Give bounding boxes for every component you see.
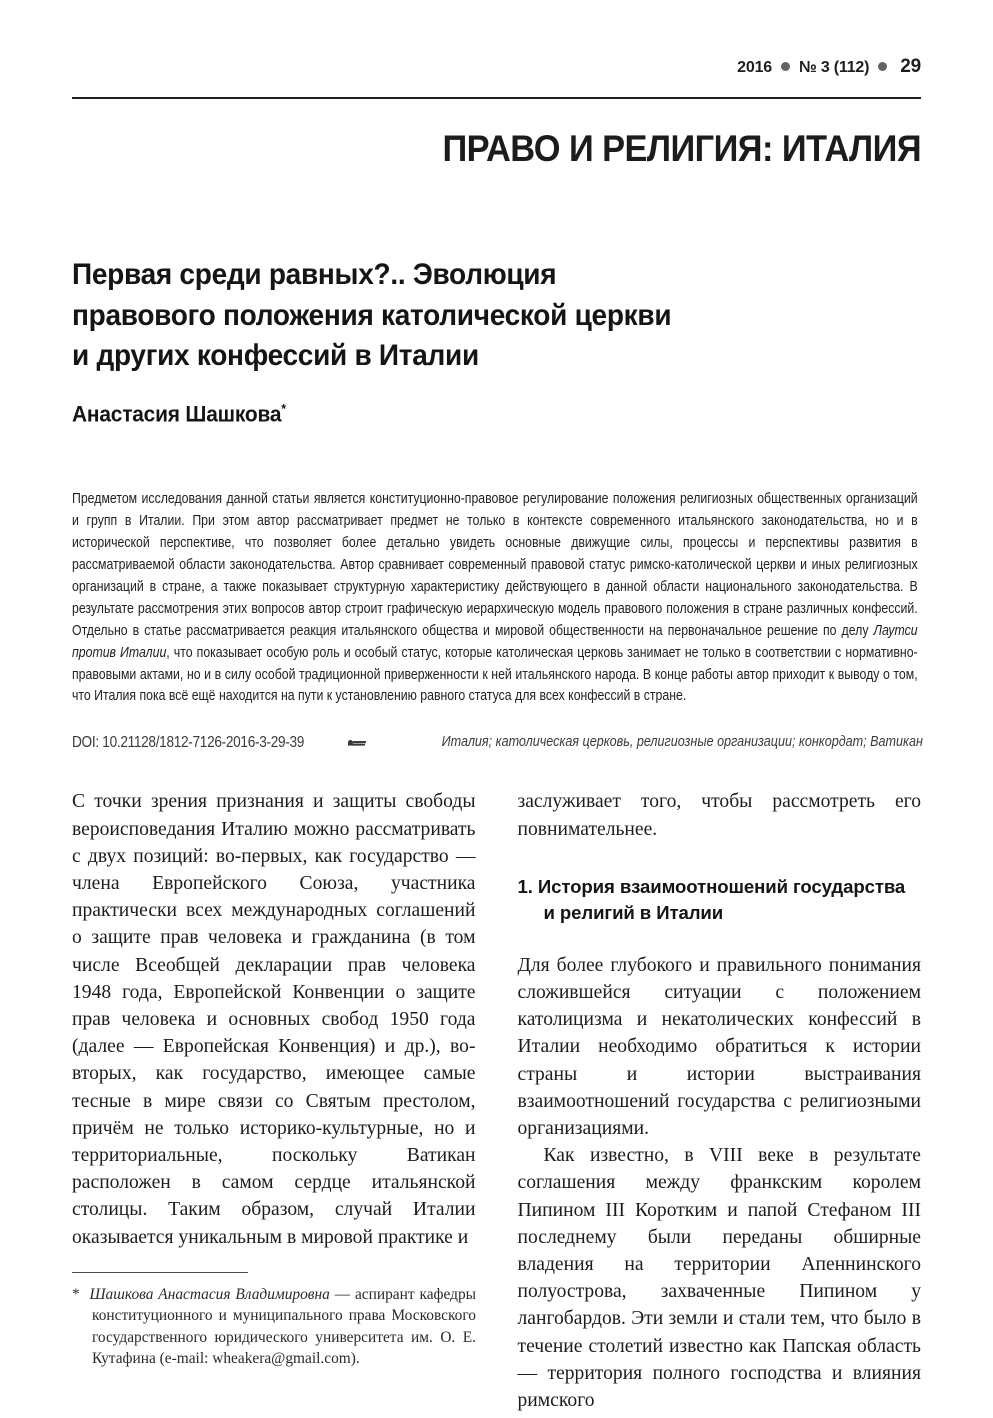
section-title: История взаимоотношений государства и религий в Италии: [537, 875, 906, 923]
footnote-mark: *: [72, 1285, 80, 1303]
paragraph: Как известно, в VIII веке в результате соглашения между франкским королем Пипином III Коротким и папой Стефаном III последнему были переданы обширные владения на территории Апеннинского полуострова, захваченные Пипином у лангобардов. Эти земли и стали тем, что было в течение столетий известно как Папская область — территория полного господства и влияния римского: [517, 1145, 921, 1411]
paragraph: заслуживает того, чтобы рассмотреть его повнимательнее.: [517, 791, 921, 840]
footnote-affiliation: — аспирант кафедры конституционного и муниципального права Московского государственного юридического университета им. О. Е. Кутафина (e-mail: wheakera@gmail.com).: [92, 1285, 476, 1368]
running-head-issue: № 3 (112): [798, 59, 870, 76]
page-number: 29: [900, 56, 921, 77]
keywords-text: Италия; католическая церковь, религиозные организации; конкордат; Ватикан: [441, 734, 923, 751]
article-title-line: Первая среди равных?.. Эволюция: [72, 257, 557, 291]
article-title-line: и других конфессий в Италии: [72, 339, 479, 373]
abstract-part-one: Предметом исследования данной статьи является конституционно-правовое регулирование положения религиозных общественных организаций и групп в Италии. При этом автор рассматривает предмет не только в контексте современного итальянского законодательства, но и в исторической перспективе, что позволяет более детально увидеть основные движущие силы, процессы и перспективы развития в рассматриваемой области законодательства. Автор сравнивает современный правовой статус римско-католической церкви и иных религиозных организаций в стране, а также показывает структурную характеристику действующего в данной области национального законодательства. В результате рассмотрения этих вопросов автор строит графическую иерархическую модель правового положения в стране различных конфессий. Отдельно в статье рассматривается реакция итальянского общества и мировой общественности на первоначальное решение по делу: [72, 491, 918, 639]
article-title: [72, 255, 680, 377]
footnote-author-name: Шашкова Анастасия Владимировна: [89, 1285, 330, 1303]
keywords-block: [348, 734, 923, 750]
footnote-text: [72, 1284, 476, 1370]
running-head: [72, 0, 921, 90]
footnote-block: [72, 1272, 476, 1370]
section-heading: [518, 874, 922, 926]
bullet-dot-icon: [781, 62, 790, 71]
abstract-case-name: Лаутси против Италии: [72, 622, 918, 661]
key-icon: [348, 737, 367, 747]
paragraph: С точки зрения признания и защиты свободы вероисповедания Италию можно рассматривать с двух позиций: во-первых, как государство — члена Европейского Союза, участника практически всех международных соглашений о защите прав человека и гражданина (в том числе Всеобщей декларации прав человека 1948 года, Европейской Конвенции о защите прав человека и основных свобод 1950 года (далее — Европейская Конвенция) и др.), во-вторых, как государство, имеющее самые тесные в мире связи со Святым престолом, причём не только историко-культурные, но и территориальные, поскольку Ватикан расположен в самом сердце итальянской столицы. Таким образом, случай Италии оказывается уникальным в мировой практике и: [72, 791, 476, 1248]
running-head-year: 2016: [737, 59, 772, 76]
footnote-divider: [72, 1272, 248, 1273]
header-divider: [72, 97, 921, 99]
author-name: Анастасия Шашкова: [72, 401, 282, 427]
abstract-part-two: , что показывает особую роль и особый статус, которые католическая церковь занимает не только в соответствии с нормативно-правовыми актами, но и в силу особой традиционной приверженности к ней итальянского народа. В конце работы автор приходит к выводу о том, что Италия пока всё ещё находится на пути к установлению равного статуса для всех конфессий в стране.: [72, 644, 918, 705]
article-author: [72, 401, 879, 427]
section-number: 1.: [517, 875, 533, 897]
paragraph: Для более глубокого и правильного понимания сложившейся ситуации с положением католицизма и некатолических конфессий в Италии необходимо обратиться к истории страны и истории выстраивания взаимоотношений государства с религиозными организациями.: [517, 954, 921, 1139]
article-abstract: [72, 489, 918, 708]
section-kicker: ПРАВО И РЕЛИГИЯ: ИТАЛИЯ: [442, 128, 921, 169]
article-meta: [72, 734, 921, 752]
bullet-dot-icon: [878, 62, 887, 71]
right-column: [518, 788, 922, 1414]
doi-text: DOI: 10.21128/1812-7126-2016-3-29-39: [72, 734, 305, 752]
article-title-line: правового положения католической церкви: [72, 298, 672, 332]
author-footnote-mark: *: [281, 400, 286, 416]
